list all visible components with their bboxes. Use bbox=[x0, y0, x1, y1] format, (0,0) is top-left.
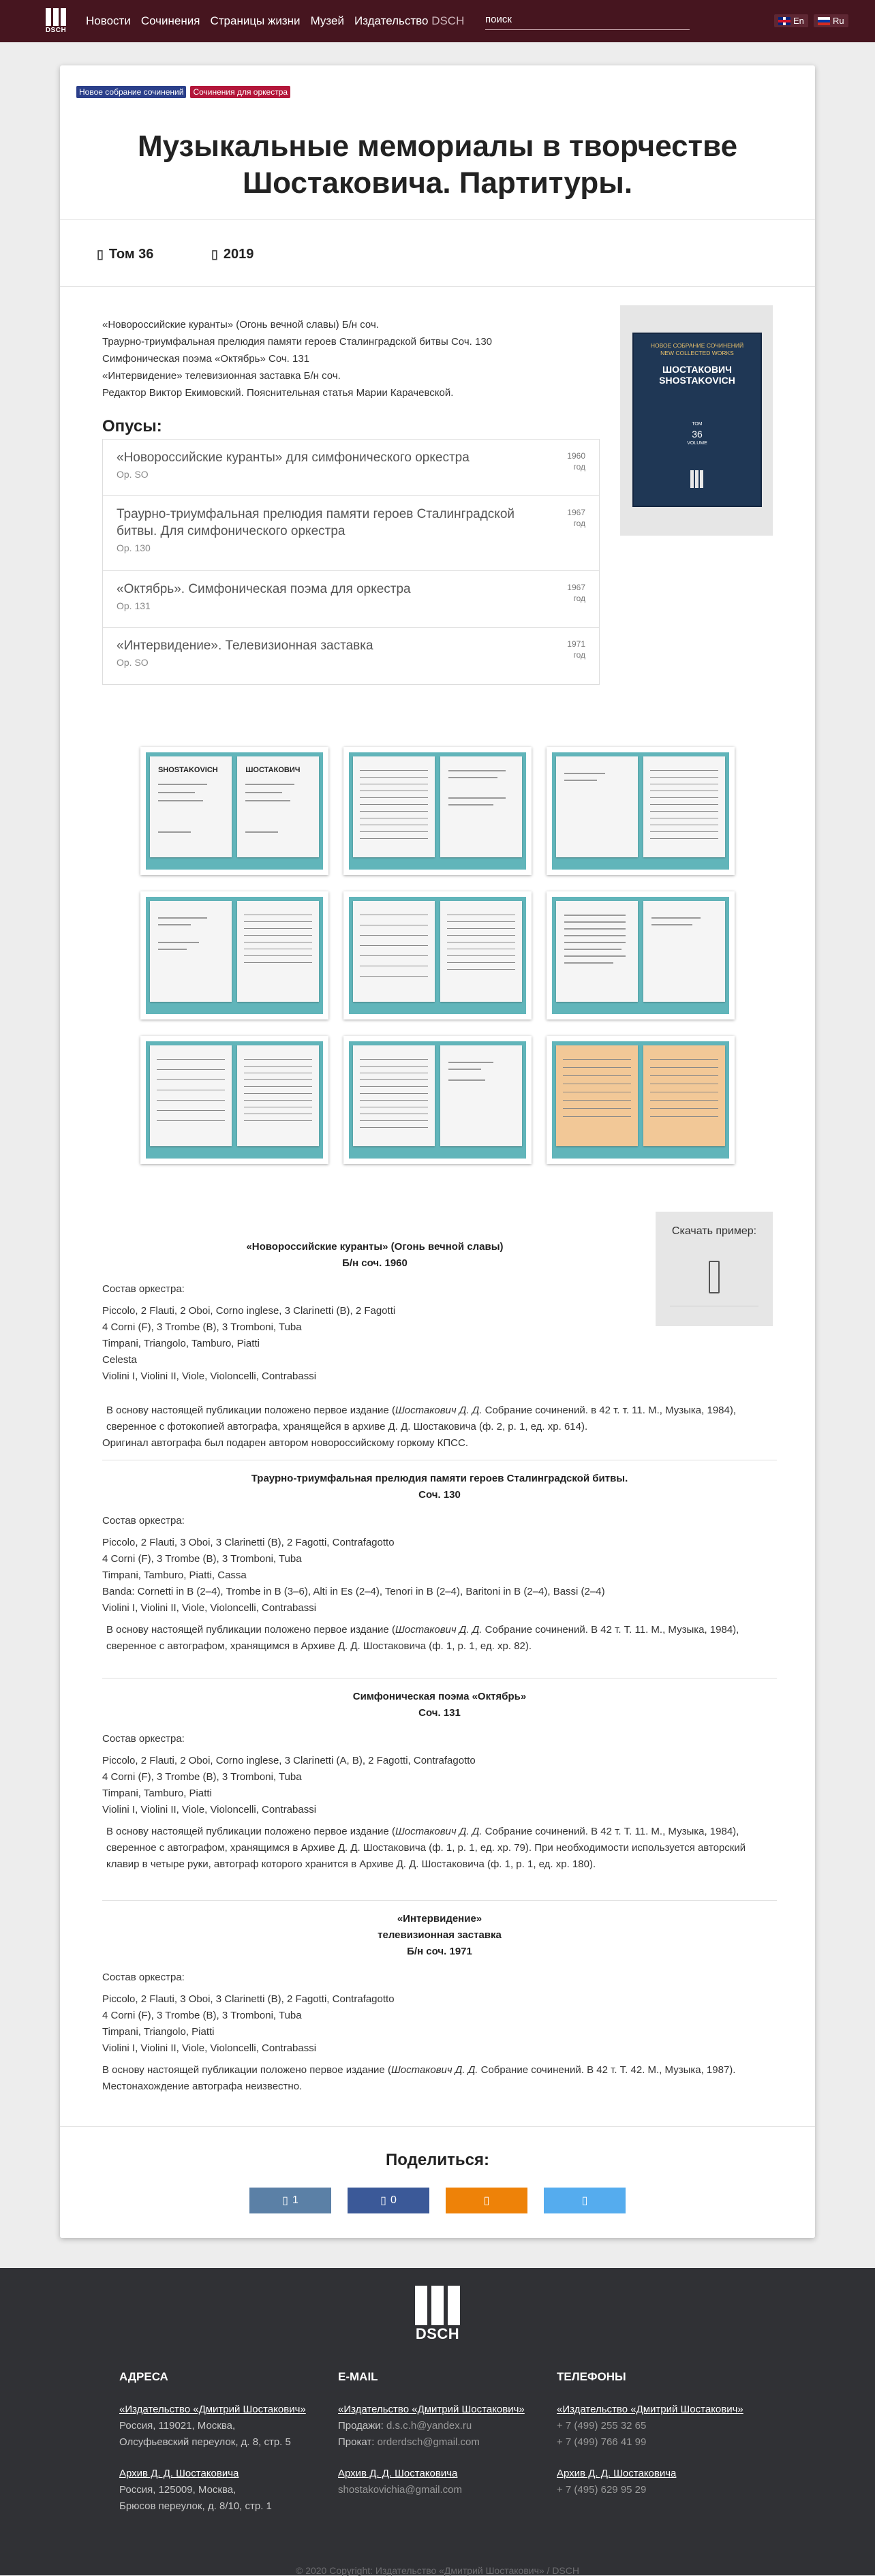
email-line bbox=[338, 2434, 542, 2451]
score-title-line: Б/н соч. 1971 bbox=[407, 1946, 472, 1957]
score-title-line: Симфоническая поэма «Октябрь» bbox=[352, 1691, 527, 1702]
book-page bbox=[353, 756, 435, 857]
score-title-line: телевизионная заставка bbox=[378, 1929, 502, 1941]
gallery-thumbnail[interactable] bbox=[343, 747, 532, 875]
phone-icon bbox=[709, 1261, 720, 1293]
thumbnail-image bbox=[349, 1041, 526, 1159]
instrument-line: Timpani, Triangolo, Piatti bbox=[102, 2026, 215, 2038]
score-title-line: «Интервидение» bbox=[397, 1913, 482, 1925]
book-page bbox=[643, 1045, 725, 1146]
instrument-line: Piccolo, 2 Flauti, 3 Oboi, 3 Clarinetti (B), 2 Fagotti, Contrafagotto bbox=[102, 1537, 395, 1548]
opus-number: Op. 131 bbox=[117, 600, 151, 611]
share-buttons bbox=[249, 2188, 626, 2213]
instrument-list bbox=[102, 1991, 777, 2057]
book-page bbox=[237, 901, 319, 1002]
share-vk-button[interactable] bbox=[249, 2188, 331, 2213]
phone-block bbox=[557, 2402, 761, 2451]
instrument-line: Timpani, Triangolo, Tamburo, Piatti bbox=[102, 1338, 260, 1349]
address-block bbox=[119, 2402, 324, 2451]
nav-link-publisher[interactable] bbox=[354, 14, 464, 28]
instrument-line: 4 Corni (F), 3 Trombe (B), 3 Tromboni, Tuba bbox=[102, 2010, 302, 2021]
archive-link[interactable]: Архив Д. Д. Шостаковича bbox=[119, 2468, 239, 2479]
publication-note bbox=[102, 2062, 777, 2095]
book-page bbox=[556, 1045, 638, 1146]
thumbnail-image bbox=[349, 752, 526, 870]
email-label: Прокат: bbox=[338, 2436, 375, 2448]
book-page bbox=[440, 1045, 522, 1146]
description-line: Симфоническая поэма «Октябрь» Соч. 131 bbox=[102, 353, 310, 365]
book-icon: ▯ bbox=[97, 247, 104, 261]
book-page bbox=[353, 1045, 435, 1146]
instrument-line: 4 Corni (F), 3 Trombe (B), 3 Tromboni, Tuba bbox=[102, 1771, 302, 1783]
publication-note bbox=[102, 1622, 777, 1655]
main-nav bbox=[86, 14, 464, 28]
cover-line: ШОСТАКОВИЧ bbox=[662, 364, 732, 375]
opus-title: «Октябрь». Симфоническая поэма для оркестра bbox=[117, 582, 411, 596]
publisher-link[interactable]: «Издательство «Дмитрий Шостакович» bbox=[119, 2404, 306, 2415]
opus-number: Op. SO bbox=[117, 469, 149, 480]
phone-number: + 7 (499) 255 32 65 bbox=[557, 2420, 647, 2432]
cover-line: NEW COLLECTED WORKS bbox=[660, 350, 734, 356]
note-paragraph bbox=[102, 1824, 777, 1873]
gallery-page-title: SHOSTAKOVICH bbox=[157, 766, 218, 774]
opus-title: «Новороссийские куранты» для симфонического оркестра bbox=[117, 450, 470, 465]
book-page bbox=[150, 756, 232, 857]
instrument-line: Timpani, Tamburo, Piatti, Cassa bbox=[102, 1569, 247, 1581]
logo-text: DSCH bbox=[45, 27, 67, 34]
score-title-line: Соч. 131 bbox=[418, 1707, 461, 1719]
gallery-page-title: ШОСТАКОВИЧ bbox=[245, 766, 301, 774]
email-block bbox=[338, 2466, 542, 2498]
nav-link-life-pages[interactable]: Страницы жизни bbox=[210, 14, 301, 27]
ru-flag-icon bbox=[818, 17, 830, 25]
email-line bbox=[338, 2418, 542, 2434]
thumbnail-image bbox=[146, 1041, 323, 1159]
uk-flag-icon bbox=[778, 17, 790, 25]
main-card bbox=[60, 65, 815, 2238]
publication-year: 2019 bbox=[223, 247, 254, 262]
share-odnoklassniki-button[interactable] bbox=[446, 2188, 527, 2213]
opus-item[interactable] bbox=[103, 628, 599, 684]
sales-email-link[interactable]: d.s.c.h@yandex.ru bbox=[386, 2420, 472, 2432]
orchestra-label: Состав оркестра: bbox=[102, 1733, 185, 1745]
note-text: Собрание сочинений. В 42 т. Т. 11. М., Музыка, 1984), сверенное с автографом, хранящимся в Архиве Д. Д. Шостаковича (ф. 1, р. 1, ед. хр. 79). При необходимости используется авторский клавир в четыре руки, автограф которого хранится в Архиве Д. Д. Шостаковича (ф. 1, р. 1, ед. хр. 180). bbox=[106, 1826, 746, 1870]
thumbnail-image bbox=[552, 752, 729, 870]
instrument-line: Violini I, Violini II, Viole, Violoncelli, Contrabassi bbox=[102, 1804, 317, 1815]
cover-line: SHOSTAKOVICH bbox=[659, 375, 735, 386]
book-page bbox=[643, 756, 725, 857]
book-page bbox=[150, 1045, 232, 1146]
note-paragraph: Местонахождение автографа неизвестно. bbox=[102, 2081, 303, 2092]
orchestra-label: Состав оркестра: bbox=[102, 1515, 185, 1527]
opus-list bbox=[102, 439, 600, 685]
archive-email-link[interactable]: shostakovichia@gmail.com bbox=[338, 2484, 462, 2496]
phone-block bbox=[557, 2466, 761, 2498]
cover-tom-label: ТОМ bbox=[692, 422, 703, 427]
opus-year: 1967 год bbox=[567, 508, 585, 528]
thumbnail-image bbox=[146, 752, 323, 870]
search-input[interactable] bbox=[485, 12, 690, 29]
nav-link-publisher-suffix: DSCH bbox=[431, 14, 465, 27]
footer-logo-text: DSCH bbox=[415, 2325, 460, 2342]
divider bbox=[102, 1900, 777, 1901]
score-title bbox=[102, 1689, 777, 1721]
publication-note bbox=[102, 1824, 777, 1873]
instrument-line: Celesta bbox=[102, 1354, 137, 1366]
instrument-list bbox=[102, 1303, 647, 1385]
score-section bbox=[102, 1689, 777, 1873]
instrument-line: Timpani, Tamburo, Piatti bbox=[102, 1788, 212, 1799]
volume-description bbox=[102, 316, 492, 401]
top-navbar bbox=[0, 0, 875, 42]
description-line: «Интервидение» телевизионная заставка Б/н соч. bbox=[102, 370, 341, 382]
instrument-line: 4 Corni (F), 3 Trombe (B), 3 Tromboni, Tuba bbox=[102, 1553, 302, 1565]
lang-en-button[interactable] bbox=[774, 14, 808, 27]
score-section bbox=[102, 1911, 777, 2095]
instrument-line: Violini I, Violini II, Viole, Violoncelli, Contrabassi bbox=[102, 2042, 317, 2054]
score-title-line: «Новороссийские куранты» (Огонь вечной славы) bbox=[246, 1241, 504, 1253]
copyright-text: © 2020 Copyright: Издательство «Дмитрий Шостакович» / DSCH bbox=[295, 2565, 579, 2576]
book-page bbox=[440, 901, 522, 1002]
book-page bbox=[556, 756, 638, 857]
address-block bbox=[119, 2466, 324, 2515]
cover-composer-name bbox=[634, 364, 761, 386]
year-meta bbox=[211, 247, 254, 262]
logo-bars bbox=[46, 8, 66, 26]
footer-heading: ТЕЛЕФОНЫ bbox=[557, 2370, 626, 2383]
thumbnail-image bbox=[552, 1041, 729, 1159]
note-paragraph: Оригинал автографа был подарен автором новороссийскому горкому КПСС. bbox=[102, 1437, 468, 1449]
opus-year: 1971 год bbox=[567, 639, 585, 660]
tag-orchestral-works[interactable]: Сочинения для оркестра bbox=[190, 86, 290, 98]
share-title: Поделиться: bbox=[385, 2151, 490, 2169]
address-line: Олсуфьевский переулок, д. 8, стр. 5 bbox=[119, 2436, 291, 2448]
book-page bbox=[150, 901, 232, 1002]
address-line: Россия, 125009, Москва, bbox=[119, 2484, 236, 2496]
footer-logo[interactable] bbox=[415, 2286, 460, 2342]
odnoklassniki-icon: ▯ bbox=[483, 2195, 490, 2207]
score-title-line: Соч. 130 bbox=[418, 1489, 461, 1501]
score-title-line: Б/н соч. 1960 bbox=[342, 1257, 408, 1269]
instrument-line: 4 Corni (F), 3 Trombe (B), 3 Tromboni, Tuba bbox=[102, 1321, 302, 1333]
thumbnail-image bbox=[552, 897, 729, 1014]
opus-item[interactable] bbox=[103, 571, 599, 628]
publication-note bbox=[102, 1402, 777, 1452]
note-text: В основу настоящей публикации положено первое издание ( bbox=[106, 1624, 395, 1636]
cover-box bbox=[620, 305, 773, 536]
phone-number: + 7 (499) 766 41 99 bbox=[557, 2436, 647, 2448]
opus-number: Op. 130 bbox=[117, 542, 151, 553]
instrument-line: Banda: Cornetti in B (2–4), Trombe in B (3–6), Alti in Es (2–4), Tenori in B (2–4), Baritoni in B (2–4), Bassi (2–4) bbox=[102, 1586, 605, 1597]
gallery-thumbnail[interactable] bbox=[343, 1036, 532, 1164]
instrument-list bbox=[102, 1535, 777, 1616]
orchestra-label: Состав оркестра: bbox=[102, 1283, 185, 1295]
phone-number: + 7 (495) 629 95 29 bbox=[557, 2484, 647, 2496]
opus-title: «Интервидение». Телевизионная заставка bbox=[117, 639, 373, 653]
opus-year: 1960 год bbox=[567, 451, 585, 472]
email-block bbox=[338, 2402, 542, 2451]
opus-item[interactable] bbox=[103, 496, 599, 571]
footer-heading: E-MAIL bbox=[338, 2370, 378, 2383]
score-section bbox=[102, 1239, 647, 1385]
footer-addresses bbox=[119, 2369, 324, 2530]
instrument-line: Piccolo, 2 Flauti, 3 Oboi, 3 Clarinetti (B), 2 Fagotti, Contrafagotto bbox=[102, 1993, 395, 2005]
note-text: В основу настоящей публикации положено первое издание ( bbox=[102, 2064, 391, 2076]
note-text: Собрание сочинений. В 42 т. Т. 42. М., Музыка, 1987). bbox=[478, 2064, 736, 2076]
gallery-thumbnail[interactable] bbox=[547, 891, 735, 1019]
opus-year: 1967 год bbox=[567, 583, 585, 603]
book-page bbox=[353, 901, 435, 1002]
instrument-line: Piccolo, 2 Flauti, 2 Oboi, Corno inglese, 3 Clarinetti (B), 2 Fagotti bbox=[102, 1305, 396, 1317]
calendar-icon: ▯ bbox=[211, 247, 218, 261]
gallery-thumbnail[interactable] bbox=[343, 891, 532, 1019]
note-text: Собрание сочинений. В 42 т. Т. 11. М., Музыка, 1984), сверенное с автографом, хранящимся в Архиве Д. Д. Шостаковича (ф. 1, р. 1, ед. хр. 82). bbox=[106, 1624, 739, 1652]
divider bbox=[60, 2126, 815, 2127]
instrument-list bbox=[102, 1753, 777, 1818]
vk-icon: ▯ bbox=[282, 2195, 288, 2207]
rent-email-link[interactable]: orderdsch@gmail.com bbox=[377, 2436, 480, 2448]
thumbnail-image bbox=[349, 897, 526, 1014]
instrument-line: Violini I, Violini II, Viole, Violoncelli, Contrabassi bbox=[102, 1602, 317, 1614]
score-title bbox=[102, 1471, 777, 1503]
score-section bbox=[102, 1471, 777, 1655]
book-page bbox=[643, 901, 725, 1002]
opus-item[interactable] bbox=[103, 440, 599, 496]
thumbnail-image bbox=[146, 897, 323, 1014]
score-note bbox=[102, 1397, 777, 1452]
gallery-thumbnail[interactable] bbox=[140, 891, 328, 1019]
nav-link-news[interactable]: Новости bbox=[86, 14, 131, 27]
address-line: Россия, 119021, Москва, bbox=[119, 2420, 236, 2432]
score-title bbox=[102, 1911, 777, 1960]
volume-meta bbox=[97, 247, 153, 262]
orchestra-label: Состав оркестра: bbox=[102, 1972, 185, 1983]
address-line: Брюсов переулок, д. 8/10, стр. 1 bbox=[119, 2500, 272, 2512]
tag-list bbox=[76, 86, 290, 98]
publisher-link[interactable]: «Издательство «Дмитрий Шостакович» bbox=[338, 2404, 525, 2415]
gallery-thumbnail[interactable] bbox=[140, 747, 328, 875]
cover-volume-number: 36 bbox=[692, 429, 703, 440]
nav-link-museum[interactable]: Музей bbox=[310, 14, 344, 27]
divider bbox=[60, 286, 815, 287]
score-title bbox=[102, 1239, 647, 1272]
note-author: Шостакович Д. Д. bbox=[395, 1405, 482, 1416]
footer-email bbox=[338, 2369, 542, 2513]
lang-en-label: En bbox=[793, 16, 804, 26]
download-sample-button[interactable] bbox=[656, 1212, 773, 1326]
score-gallery bbox=[140, 747, 735, 1164]
opus-number: Op. SO bbox=[117, 657, 149, 668]
note-text: В основу настоящей публикации положено первое издание ( bbox=[106, 1826, 395, 1837]
gallery-thumbnail[interactable] bbox=[547, 1036, 735, 1164]
gallery-thumbnail[interactable] bbox=[547, 747, 735, 875]
footer-heading: АДРЕСА bbox=[119, 2370, 168, 2383]
instrument-line: Piccolo, 2 Flauti, 2 Oboi, Corno inglese, 3 Clarinetti (A, B), 2 Fagotti, Contrafagotto bbox=[102, 1755, 476, 1766]
site-footer bbox=[0, 2268, 875, 2575]
note-paragraph bbox=[102, 1402, 777, 1435]
page-title: Музыкальные мемориалы в творчестве Шостаковича. Партитуры. bbox=[137, 129, 738, 200]
share-twitter-button[interactable] bbox=[544, 2188, 626, 2213]
twitter-icon: ▯ bbox=[581, 2195, 588, 2207]
cover-volume bbox=[634, 420, 761, 448]
note-author: Шостакович Д. Д. bbox=[390, 2064, 478, 2076]
note-paragraph bbox=[102, 1622, 777, 1655]
email-label: Продажи: bbox=[338, 2420, 384, 2432]
opus-heading: Опусы: bbox=[102, 417, 162, 435]
divider bbox=[60, 219, 815, 220]
cover-line: НОВОЕ СОБРАНИЕ СОЧИНЕНИЙ bbox=[650, 342, 744, 349]
nav-link-works[interactable]: Сочинения bbox=[140, 14, 200, 27]
book-page bbox=[237, 1045, 319, 1146]
note-text: В основу настоящей публикации положено первое издание ( bbox=[106, 1405, 395, 1416]
cover-series-text bbox=[634, 342, 761, 357]
instrument-line: Violini I, Violini II, Viole, Violoncelli, Contrabassi bbox=[102, 1370, 317, 1382]
tag-new-collected-works[interactable]: Новое собрание сочинений bbox=[76, 86, 186, 98]
footer-logo-bars bbox=[415, 2286, 460, 2325]
site-logo[interactable] bbox=[44, 7, 68, 35]
archive-link[interactable]: Архив Д. Д. Шостаковича bbox=[338, 2468, 458, 2479]
note-text: Собрание сочинений. в 42 т. т. 11. М., Музыка, 1984), сверенное с фотокопией автографа, хранящейся в архиве Д. Д. Шостаковича (ф. 2, р. 1, ед. хр. 614). bbox=[106, 1405, 737, 1432]
archive-link[interactable]: Архив Д. Д. Шостаковича bbox=[557, 2468, 677, 2479]
note-author: Шостакович Д. Д. bbox=[395, 1826, 482, 1837]
opus-title: Траурно-триумфальная прелюдия памяти героев Сталинградской битвы. Для симфонического оркестра bbox=[117, 507, 515, 538]
lang-ru-button[interactable] bbox=[814, 14, 848, 27]
facebook-icon: ▯ bbox=[380, 2195, 386, 2207]
search-box bbox=[485, 12, 690, 30]
lang-ru-label: Ru bbox=[833, 16, 844, 26]
description-line: Редактор Виктор Екимовский. Пояснительная статья Марии Карачевской. bbox=[102, 387, 454, 399]
gallery-thumbnail[interactable] bbox=[140, 1036, 328, 1164]
cover-logo-icon bbox=[690, 470, 703, 488]
share-facebook-button[interactable] bbox=[348, 2188, 429, 2213]
note-paragraph bbox=[102, 2062, 777, 2079]
nav-link-publisher-label: Издательство bbox=[354, 14, 429, 27]
download-sample-label: Скачать пример: bbox=[671, 1225, 757, 1237]
description-line: Траурно-триумфальная прелюдия памяти героев Сталинградской битвы Соч. 130 bbox=[102, 336, 492, 348]
description-line: «Новороссийские куранты» (Огонь вечной славы) Б/н соч. bbox=[102, 319, 379, 331]
score-title-line: Траурно-триумфальная прелюдия памяти героев Сталинградской битвы. bbox=[251, 1473, 628, 1484]
book-page bbox=[440, 756, 522, 857]
share-vk-count: 1 bbox=[292, 2194, 298, 2206]
book-page bbox=[237, 756, 319, 857]
volume-number: Том 36 bbox=[108, 247, 154, 262]
book-page bbox=[556, 901, 638, 1002]
note-author: Шостакович Д. Д. bbox=[395, 1624, 482, 1636]
footer-phones bbox=[557, 2369, 761, 2513]
volume-cover-image[interactable] bbox=[632, 333, 762, 507]
publisher-link[interactable]: «Издательство «Дмитрий Шостакович» bbox=[557, 2404, 743, 2415]
cover-volume-label: VOLUME bbox=[687, 441, 707, 446]
share-facebook-count: 0 bbox=[390, 2194, 397, 2206]
